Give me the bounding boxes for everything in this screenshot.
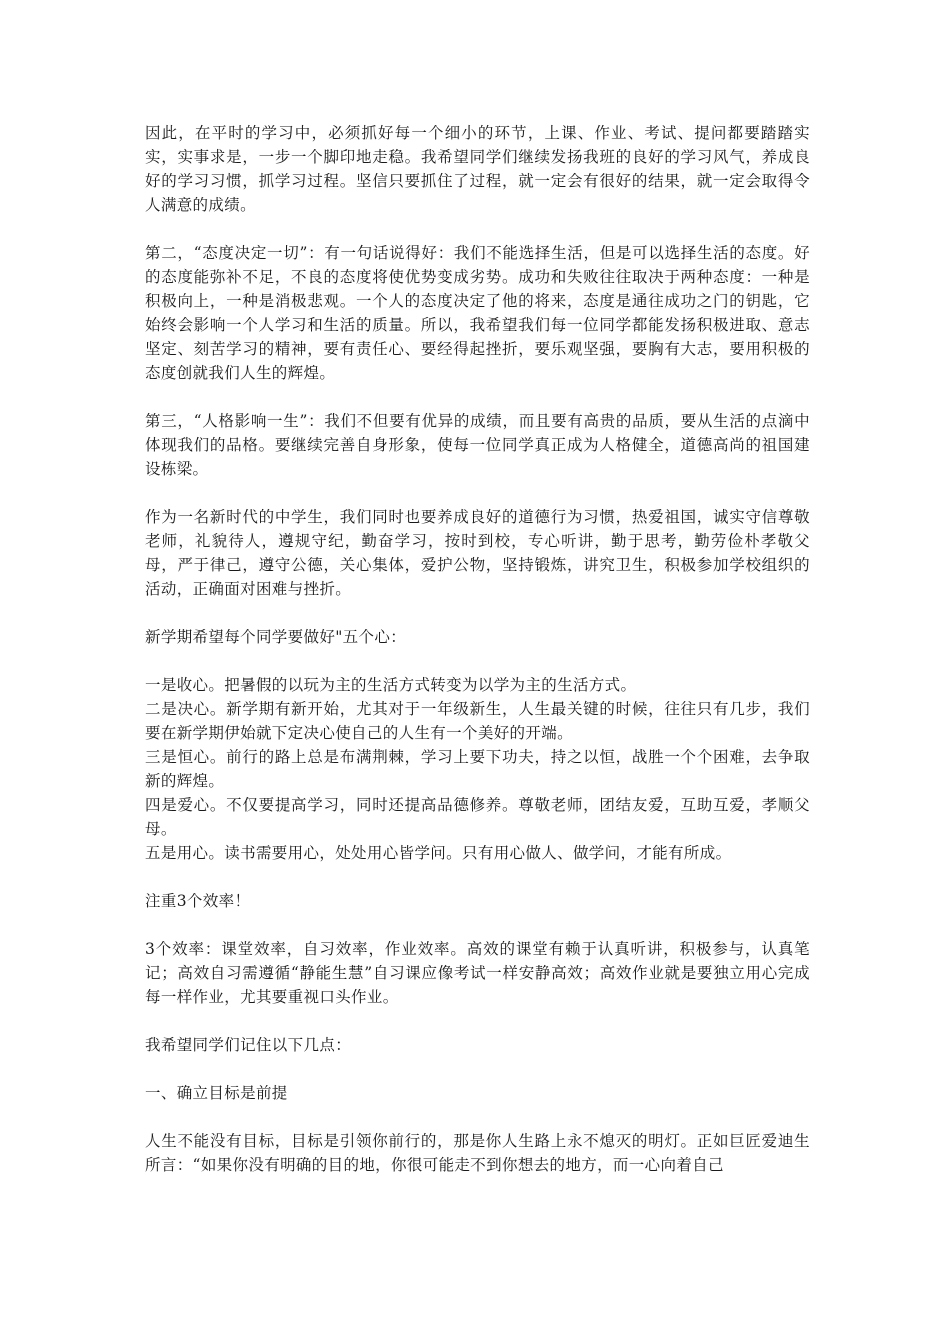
paragraph-five-hearts-intro: 新学期希望每个同学要做好"五个心： [145,628,407,646]
five-hearts-list [145,673,810,865]
paragraph-study-habits: 因此，在平时的学习中，必须抓好每一个细小的环节，上课、作业、考试、提问都要踏踏实实，实事求是，一步一个脚印地走稳。我希望同学们继续发扬我班的良好的学习风气，养成良好的学习习惯，抓学习过程。坚信只要抓住了过程，就一定会有很好的结果，就一定会取得令人满意的成绩。 [145,124,810,214]
paragraph-point-one: 人生不能没有目标，目标是引领你前行的，那是你人生路上永不熄灭的明灯。正如巨匠爱迪生所言：“如果你没有明确的目的地，你很可能走不到你想去的地方，而一心向着自己 [145,1132,810,1174]
document-page [145,121,810,1201]
paragraph-efficiency: 3个效率：课堂效率，自习效率，作业效率。高效的课堂有赖于认真听讲，积极参与，认真笔记；高效自习需遵循“静能生慧”自习课应像考试一样安静高效；高效作业就是要独立用心完成每一样作业，尤其要重视口头作业。 [145,940,810,1006]
list-item: 五是用心。读书需要用心，处处用心皆学问。只有用心做人、做学问，才能有所成。 [145,844,732,862]
paragraph-attitude: 第二，“态度决定一切”：有一句话说得好：我们不能选择生活，但是可以选择生活的态度。好的态度能弥补不足，不良的态度将使优势变成劣势。成功和失败往往取决于两种态度：一种是积极向上，一种是消极悲观。一个人的态度决定了他的将来，态度是通往成功之门的钥匙，它始终会影响一个人学习和生活的质量。所以，我希望我们每一位同学都能发扬积极进取、意志坚定、刻苦学习的精神，要有责任心、要经得起挫折，要乐观坚强，要胸有大志，要用积极的态度创就我们人生的辉煌。 [145,244,810,382]
list-item: 四是爱心。不仅要提高学习，同时还提高品德修养。尊敬老师，团结友爱，互助互爱，孝顺父母。 [145,796,810,838]
list-item: 一是收心。把暑假的以玩为主的生活方式转变为以学为主的生活方式。 [145,676,637,694]
paragraph-character: 第三，“人格影响一生”：我们不但要有优异的成绩，而且要有高贵的品质，要从生活的点滴中体现我们的品格。要继续完善自身形象，使每一位同学真正成为人格健全，道德高尚的祖国建设栋梁。 [145,412,810,478]
point-one-heading: 一、确立目标是前提 [145,1084,288,1102]
paragraph-moral-habits: 作为一名新时代的中学生，我们同时也要养成良好的道德行为习惯，热爱祖国，诚实守信尊敬老师，礼貌待人，遵规守纪，勤奋学习，按时到校，专心听讲，勤于思考，勤劳俭朴孝敬父母，严于律己，遵守公德，关心集体，爱护公物，坚持锻炼，讲究卫生，积极参加学校组织的活动，正确面对困难与挫折。 [145,508,810,598]
efficiency-heading: 注重3个效率！ [145,892,251,910]
remember-heading: 我希望同学们记住以下几点： [145,1036,352,1054]
list-item: 三是恒心。前行的路上总是布满荆棘，学习上要下功夫，持之以恒，战胜一个个困难，去争取新的辉煌。 [145,748,810,790]
list-item: 二是决心。新学期有新开始，尤其对于一年级新生，人生最关键的时候，往往只有几步，我们要在新学期伊始就下定决心使自己的人生有一个美好的开端。 [145,700,810,742]
